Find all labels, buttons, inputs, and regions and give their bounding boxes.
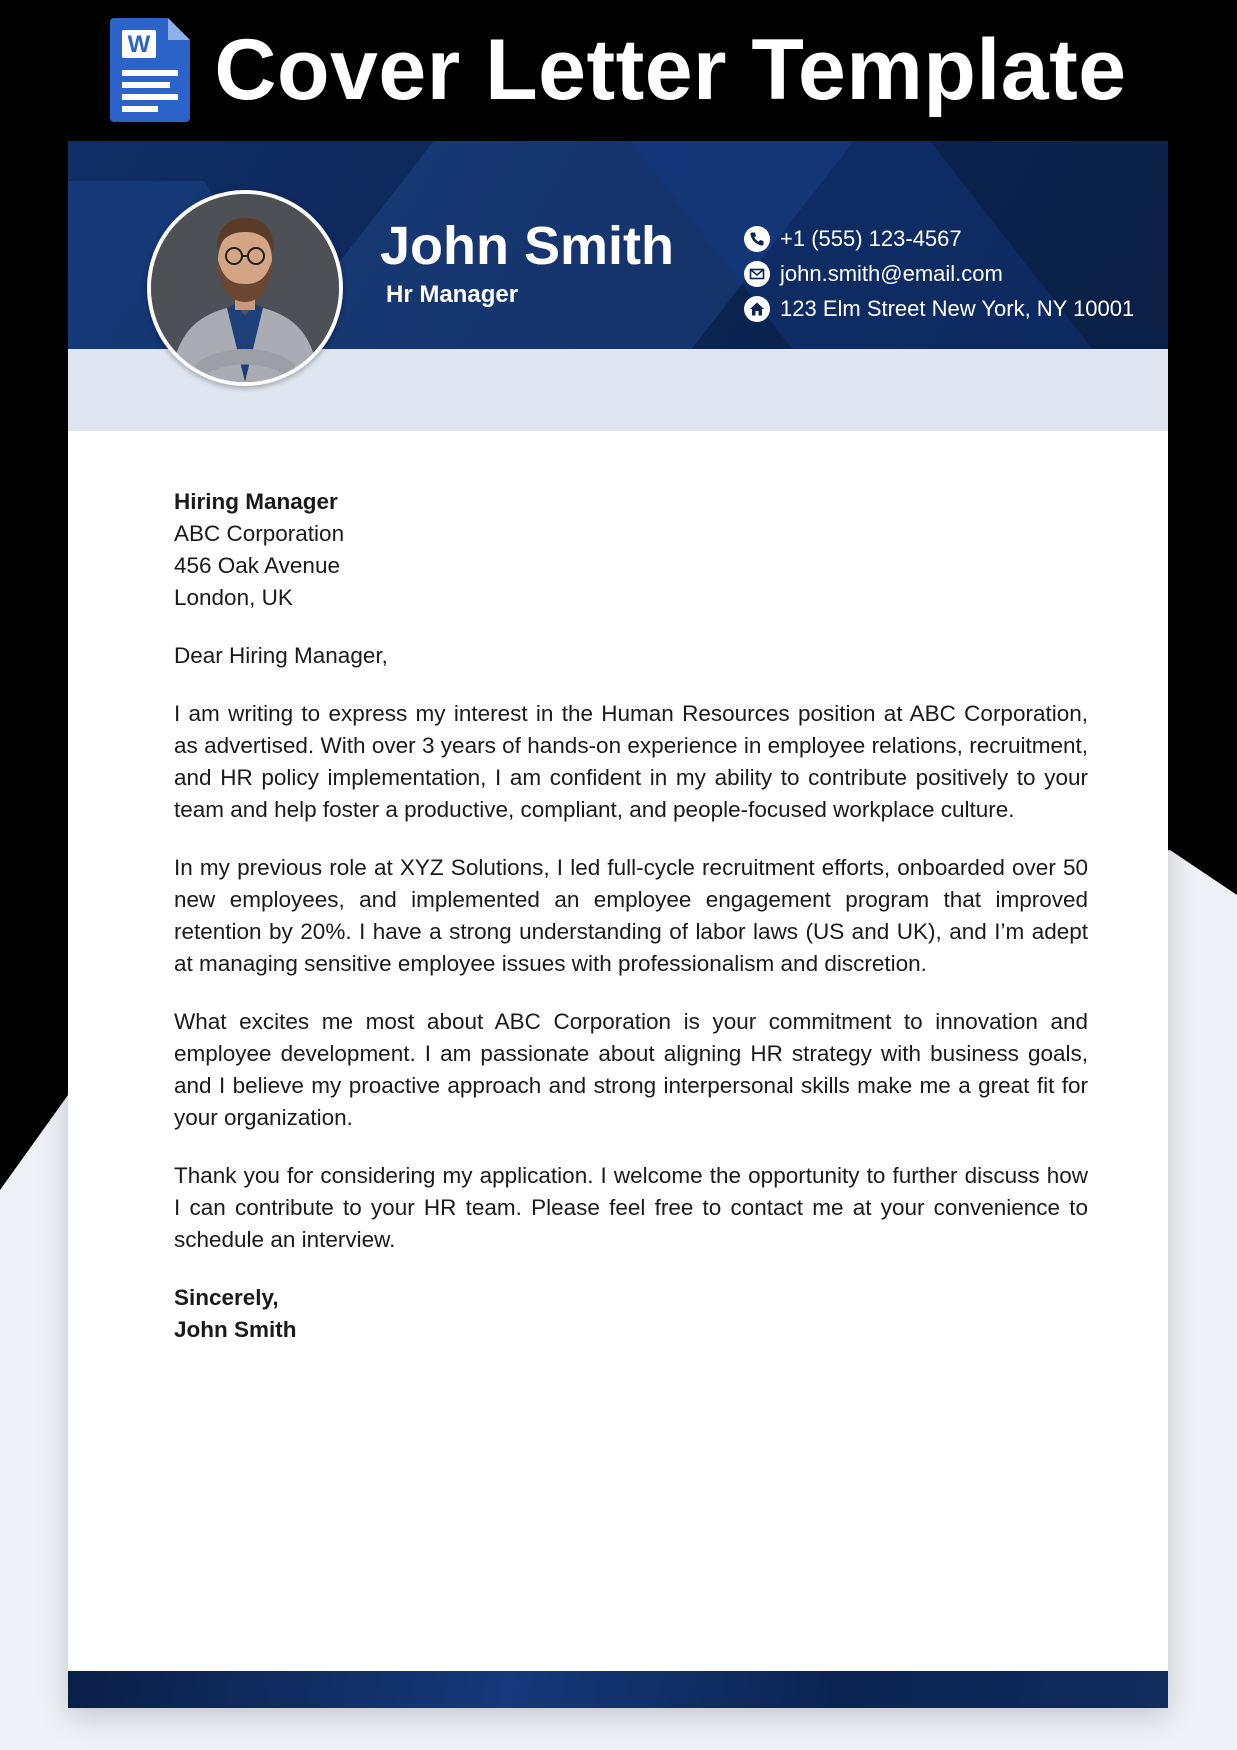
salutation: Dear Hiring Manager, (174, 643, 388, 668)
applicant-role: Hr Manager (386, 281, 519, 308)
contact-email-text: john.smith@email.com (780, 260, 1003, 286)
recipient-city: London, UK (174, 585, 293, 610)
paragraph-3: What excites me most about ABC Corporation is your commitment to innovation and employee development. I am passionate about aligning HR strategy with business goals, and I believe my proactive approach and strong interpersonal skills make me a great fit for your organization. (174, 1009, 1088, 1130)
signature: John Smith (174, 1317, 297, 1342)
word-document-icon (110, 18, 190, 122)
closing: Sincerely, (174, 1285, 279, 1310)
letter-page (68, 141, 1168, 1708)
contact-address-text: 123 Elm Street New York, NY 10001 (780, 295, 1135, 321)
phone-icon (744, 226, 770, 252)
applicant-name: John Smith (380, 216, 674, 276)
paragraph-1: I am writing to express my interest in the Human Resources position at ABC Corporation, as advertised. With over 3 years of hands-on experience in employee relations, recruitment, and HR policy implementation, I am confident in my ability to contribute positively to your team and help foster a productive, compliant, and people-focused workplace culture. (174, 701, 1088, 822)
paragraph-2: In my previous role at XYZ Solutions, I led full-cycle recruitment efforts, onboarded over 50 new employees, and implemented an employee engagement program that improved retention by 20%. I have a strong understanding of labor laws (US and UK), and I’m adept at managing sensitive employee issues with professionalism and discretion. (174, 855, 1088, 976)
word-icon-letter: W (128, 31, 151, 58)
mail-icon (744, 261, 770, 287)
contact-email (744, 256, 1134, 291)
contact-phone-text: +1 (555) 123-4567 (780, 225, 962, 251)
banner (0, 0, 1237, 140)
letter-body (174, 486, 1088, 1346)
profile-photo (147, 190, 343, 386)
recipient-title: Hiring Manager (174, 489, 338, 514)
page-title: Cover Letter Template (214, 21, 1127, 118)
recipient-company: ABC Corporation (174, 521, 345, 546)
recipient-block (174, 486, 1088, 614)
contact-phone (744, 221, 1134, 256)
footer-band (68, 1671, 1168, 1708)
recipient-street: 456 Oak Avenue (174, 553, 340, 578)
contact-address (744, 291, 1134, 326)
closing-block (174, 1282, 1088, 1346)
paragraph-4: Thank you for considering my application. I welcome the opportunity to further discuss how I can contribute to your HR team. Please feel free to contact me at your convenience to schedule an interview. (174, 1163, 1088, 1252)
home-icon (744, 296, 770, 322)
contact-list (744, 221, 1134, 326)
